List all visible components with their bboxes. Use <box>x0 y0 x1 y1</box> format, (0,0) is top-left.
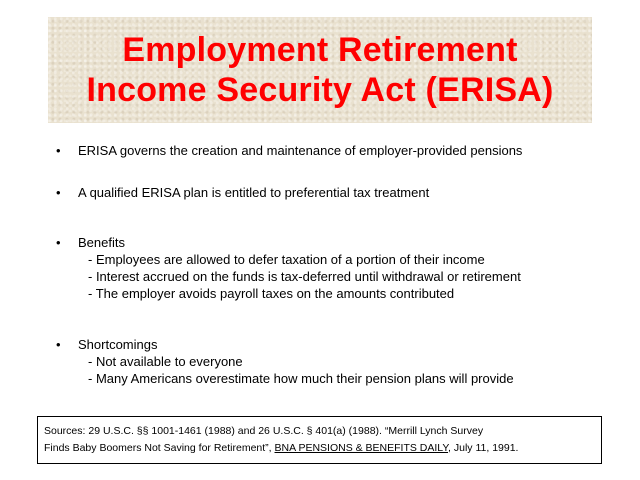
bullet-text: Benefits <box>78 235 125 250</box>
sub-list-item: - Not available to everyone <box>88 354 243 369</box>
sources-citation-box <box>37 416 602 464</box>
sub-list-item: - The employer avoids payroll taxes on the amounts contributed <box>88 286 455 301</box>
bullet-dot-icon: • <box>56 185 61 200</box>
sources-line-2 <box>44 440 601 457</box>
sources-publication-title: BNA PENSIONS & BENEFITS DAILY <box>274 442 449 454</box>
bullet-dot-icon: • <box>56 337 61 352</box>
title-line-1: Employment Retirement <box>122 31 518 69</box>
sources-line-2-end: , July 11, 1991. <box>448 442 519 454</box>
bullet-dot-icon: • <box>56 235 61 250</box>
title-banner <box>48 17 592 123</box>
bullet-dot-icon: • <box>56 143 61 158</box>
sub-list-item: - Many Americans overestimate how much their pension plans will provide <box>88 371 514 386</box>
sources-line-2-start: Finds Baby Boomers Not Saving for Retirement”, <box>44 442 275 454</box>
sub-list-item: - Interest accrued on the funds is tax-deferred until withdrawal or retirement <box>88 269 521 284</box>
shortcomings-sub-list <box>88 353 514 387</box>
bullet-text: A qualified ERISA plan is entitled to preferential tax treatment <box>78 185 430 200</box>
sub-list-item: - Employees are allowed to defer taxation of a portion of their income <box>88 252 485 267</box>
bullet-text: ERISA governs the creation and maintenance of employer-provided pensions <box>78 143 523 158</box>
bullet-text: Shortcomings <box>78 337 158 352</box>
title-line-2: Income Security Act (ERISA) <box>86 71 554 109</box>
benefits-sub-list <box>88 251 521 302</box>
sources-line-1: Sources: 29 U.S.C. §§ 1001-1461 (1988) and 26 U.S.C. § 401(a) (1988). “Merrill Lynch Survey <box>44 425 484 437</box>
